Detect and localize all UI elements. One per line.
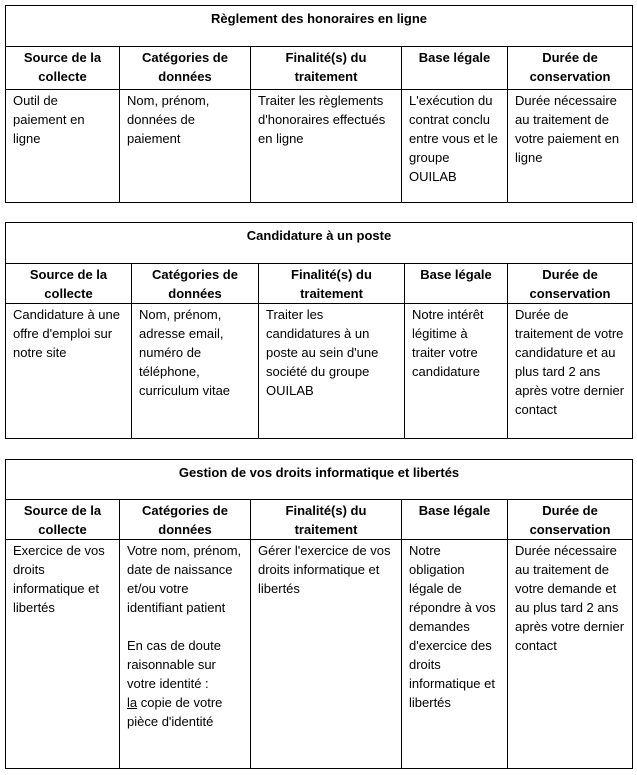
header-base-legale: Base légale	[402, 500, 508, 540]
cell-base-legale: Notre obligation légale de répondre à vos demandes d'exercice des droits informatique et libertés	[402, 540, 508, 769]
table-droits-informatique-libertes	[5, 459, 633, 769]
cell-source: Candidature à une offre d'emploi sur notre site	[6, 304, 132, 439]
header-source: Source de la collecte	[6, 500, 120, 540]
header-base-legale: Base légale	[405, 264, 508, 304]
cell-finalite: Traiter les règlements d'honoraires effectués en ligne	[251, 90, 402, 203]
header-finalite: Finalité(s) du traitement	[251, 500, 402, 540]
header-duree: Durée de conservation	[508, 264, 633, 304]
cell-categories-para: Votre nom, prénom, date de naissance et/ou votre identifiant patient	[127, 543, 242, 615]
header-finalite: Finalité(s) du traitement	[259, 264, 405, 304]
table-title: Règlement des honoraires en ligne	[6, 6, 633, 47]
header-duree: Durée de conservation	[508, 500, 633, 540]
cell-source: Exercice de vos droits informatique et libertés	[6, 540, 120, 769]
cell-base-legale: L'exécution du contrat conclu entre vous et le groupe OUILAB	[402, 90, 508, 203]
cell-categories-extra	[127, 636, 243, 731]
extra-rest: copie de votre pièce d'identité	[127, 695, 223, 729]
header-duree: Durée de conservation	[508, 47, 633, 90]
cell-finalite: Traiter les candidatures à un poste au sein d'une société du groupe OUILAB	[259, 304, 405, 439]
table-title: Candidature à un poste	[6, 223, 633, 264]
cell-duree: Durée nécessaire au traitement de votre paiement en ligne	[508, 90, 633, 203]
header-source: Source de la collecte	[6, 47, 120, 90]
cell-duree: Durée nécessaire au traitement de votre demande et au plus tard 2 ans après votre dernier contact	[508, 540, 633, 769]
header-source: Source de la collecte	[6, 264, 132, 304]
header-categories: Catégories de données	[132, 264, 259, 304]
cell-finalite: Gérer l'exercice de vos droits informatique et libertés	[251, 540, 402, 769]
cell-duree: Durée de traitement de votre candidature et au plus tard 2 ans après votre dernier contact	[508, 304, 633, 439]
table-reglement-honoraires	[5, 5, 633, 203]
header-categories: Catégories de données	[120, 47, 251, 90]
table-title: Gestion de vos droits informatique et libertés	[6, 460, 633, 500]
extra-la: la	[127, 695, 138, 710]
header-finalite: Finalité(s) du traitement	[251, 47, 402, 90]
extra-intro: En cas de doute raisonnable sur votre identité :	[127, 638, 221, 691]
cell-base-legale: Notre intérêt légitime à traiter votre candidature	[405, 304, 508, 439]
cell-categories: Nom, prénom, adresse email, numéro de téléphone, curriculum vitae	[132, 304, 259, 439]
header-categories: Catégories de données	[120, 500, 251, 540]
cell-categories	[120, 540, 251, 769]
table-candidature	[5, 222, 633, 439]
cell-categories: Nom, prénom, données de paiement	[120, 90, 251, 203]
header-base-legale: Base légale	[402, 47, 508, 90]
cell-source: Outil de paiement en ligne	[6, 90, 120, 203]
